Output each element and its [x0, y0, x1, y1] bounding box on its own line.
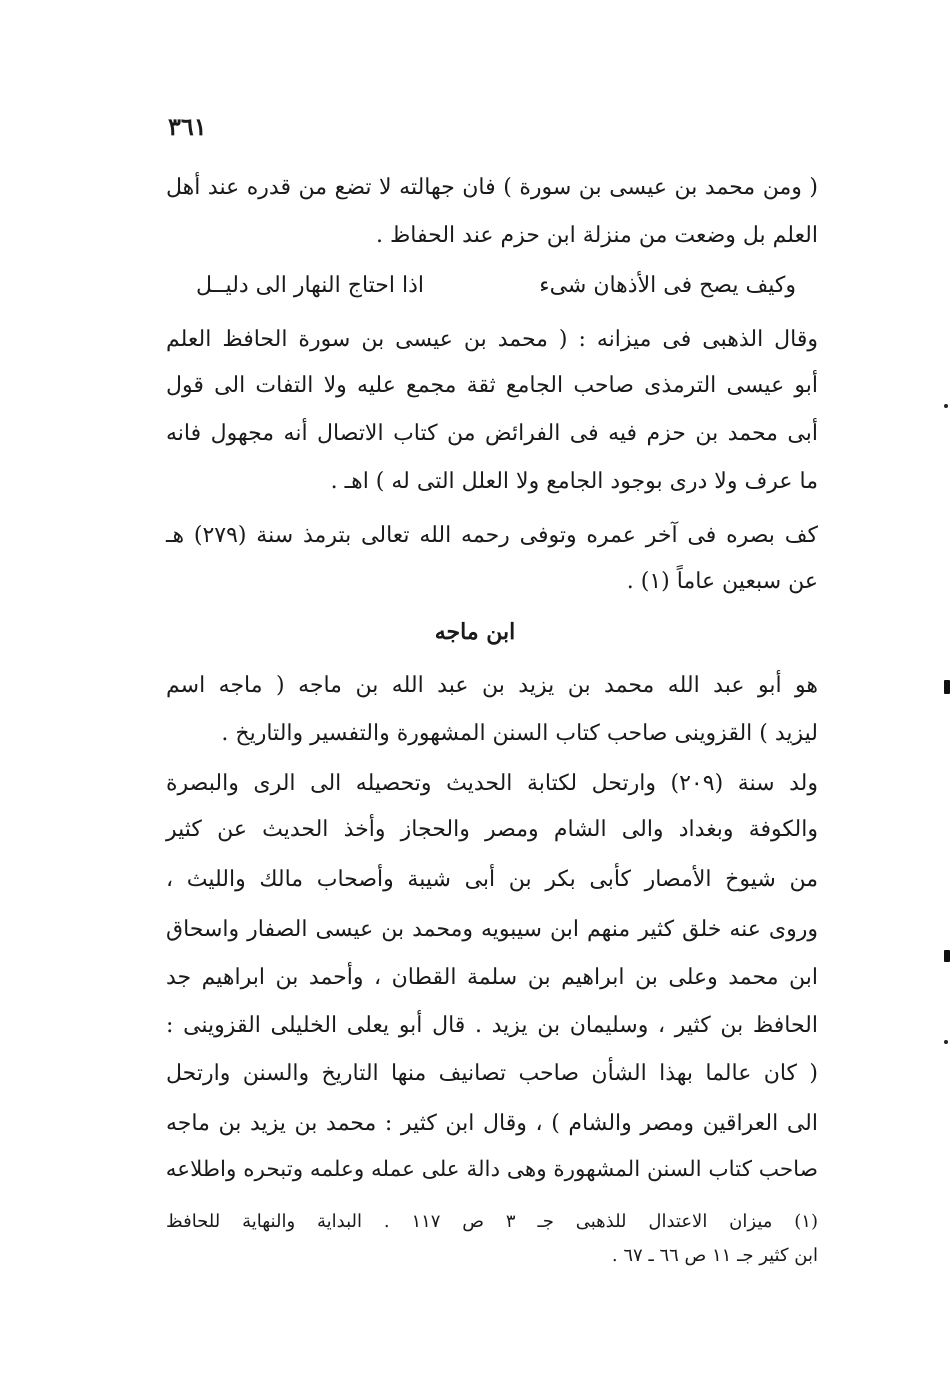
text-line: الحافظ بن كثير ، وسليمان بن يزيد . قال أبو يعلى الخليلى القزوينى : — [166, 1013, 818, 1038]
verse-first-hemistich: وكيف يصح فى الأذهان شىء — [539, 273, 796, 298]
scan-edge-dot — [944, 1040, 948, 1044]
text-line: العلم بل وضعت من منزلة ابن حزم عند الحفاظ . — [375, 223, 818, 248]
text-line: ابن محمد وعلى بن ابراهيم بن سلمة القطان ، وأحمد بن ابراهيم جد — [166, 965, 818, 990]
text-line: ولد سنة (٢٠٩) وارتحل لكتابة الحديث وتحصيله الى الرى والبصرة — [166, 771, 818, 796]
page-number: ٣٦١ — [168, 112, 207, 141]
section-heading: ابن ماجه — [434, 619, 516, 645]
scan-edge-dot — [944, 404, 948, 408]
footnote-line: (١) ميزان الاعتدال للذهبى جـ ٣ ص ١١٧ . البداية والنهاية للحافظ — [166, 1211, 818, 1232]
text-line: أبو عيسى الترمذى صاحب الجامع ثقة مجمع عليه ولا التفات الى قول — [166, 373, 818, 398]
text-line: هو أبو عبد الله محمد بن يزيد بن عبد الله بن ماجه ( ماجه اسم — [166, 673, 818, 698]
verse-second-hemistich: اذا احتاج النهار الى دليــل — [196, 273, 425, 298]
scan-edge-mark — [944, 680, 950, 694]
text-line: من شيوخ الأمصار كأبى بكر بن أبى شيبة وأصحاب مالك والليث ، — [166, 867, 818, 892]
text-line: ( كان عالما بهذا الشأن صاحب تصانيف منها التاريخ والسنن وارتحل — [166, 1061, 818, 1086]
text-line: عن سبعين عاماً (١) . — [626, 569, 818, 594]
text-line: وقال الذهبى فى ميزانه : ( محمد بن عيسى بن سورة الحافظ العلم — [166, 327, 818, 352]
text-line: الى العراقين ومصر والشام ) ، وقال ابن كثير : محمد بن يزيد بن ماجه — [166, 1111, 818, 1136]
text-line: ( ومن محمد بن عيسى بن سورة ) فان جهالته لا تضع من قدره عند أهل — [166, 175, 818, 200]
scan-edge-mark — [944, 950, 950, 962]
text-line: ما عرف ولا درى بوجود الجامع ولا العلل التى له ) اهـ . — [330, 469, 818, 494]
text-line: أبى محمد بن حزم فيه فى الفرائض من كتاب الاتصال أنه مجهول فانه — [166, 421, 818, 446]
text-line: وروى عنه خلق كثير منهم ابن سيبويه ومحمد بن عيسى الصفار واسحاق — [166, 917, 818, 942]
text-line: كف بصره فى آخر عمره وتوفى رحمه الله تعالى بترمذ سنة (٢٧٩) هـ — [166, 523, 818, 548]
text-line: والكوفة وبغداد والى الشام ومصر والحجاز وأخذ الحديث عن كثير — [166, 817, 818, 842]
text-line: ليزيد ) القزوينى صاحب كتاب السنن المشهورة والتفسير والتاريخ . — [221, 721, 818, 746]
footnote-line: ابن كثير جـ ١١ ص ٦٦ ـ ٦٧ . — [611, 1245, 818, 1266]
text-line: صاحب كتاب السنن المشهورة وهى دالة على عمله وعلمه وتبحره واطلاعه — [165, 1157, 818, 1182]
poetry-verse — [196, 270, 796, 302]
